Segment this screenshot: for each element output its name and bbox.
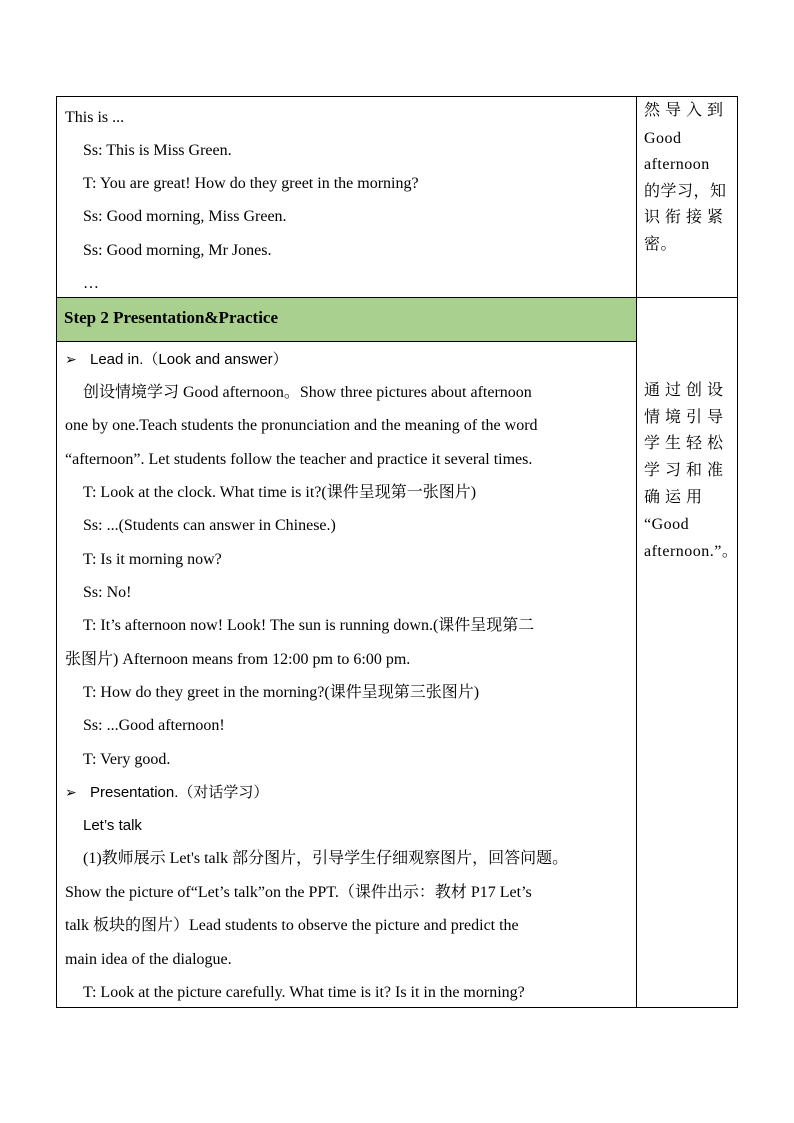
text-line: T: You are great! How do they greet in the morning?: [83, 175, 419, 192]
note-line: 密。: [644, 236, 678, 253]
text-line: …: [83, 275, 99, 292]
lets-talk-label: Let’s talk: [83, 817, 142, 834]
text-line: talk 板块的图片）Lead students to observe the picture and predict the: [65, 917, 519, 934]
text-line: Ss: This is Miss Green.: [83, 142, 232, 159]
text-line: Ss: Good morning, Miss Green.: [83, 208, 287, 225]
text-line: Ss: ...(Students can answer in Chinese.): [83, 517, 336, 534]
note-line: 然 导 入 到: [644, 102, 724, 119]
note-line: 的学习，知: [644, 183, 727, 200]
lesson-plan-table: [56, 96, 738, 1008]
text-line: T: How do they greet in the morning?(课件呈现第三张图片): [83, 684, 480, 701]
step-heading: Step 2 Presentation&Practice: [64, 308, 279, 327]
text-line: T: Is it morning now?: [83, 551, 222, 568]
note-line: 情 境 引 导: [644, 409, 724, 426]
procedure-cell: [56, 341, 637, 1008]
text-line: Ss: No!: [83, 584, 132, 601]
bullet-arrow-icon: ➢: [65, 352, 77, 368]
text-line: T: Very good.: [83, 751, 171, 768]
text-line: 创设情境学习 Good afternoon。Show three pictures about afternoon: [83, 384, 532, 401]
text-line: T: Look at the clock. What time is it?(课件呈现第一张图片): [83, 484, 477, 501]
note-line: 识 衔 接 紧: [644, 209, 724, 226]
design-note-cell: [636, 96, 738, 298]
design-note-cell: [636, 297, 738, 1008]
text-line: T: Look at the picture carefully. What time is it? Is it in the morning?: [83, 984, 525, 1001]
text-line: (1)教师展示 Let's talk 部分图片，引导学生仔细观察图片，回答问题。: [83, 850, 569, 867]
lead-in-title: Lead in.（Look and answer）: [90, 351, 288, 368]
text-line: Ss: Good morning, Mr Jones.: [83, 242, 272, 259]
text-line: T: It’s afternoon now! Look! The sun is running down.(课件呈现第二: [83, 617, 535, 634]
text-line: Ss: ...Good afternoon!: [83, 717, 225, 734]
note-line: 学 生 轻 松: [644, 435, 724, 452]
text-line: one by one.Teach students the pronunciation and the meaning of the word: [65, 417, 538, 434]
note-line: 通 过 创 设: [644, 382, 724, 399]
note-line: 确 运 用: [644, 489, 703, 506]
text-line: This is ...: [65, 109, 125, 126]
note-line: 学 习 和 准: [644, 462, 724, 479]
text-line: main idea of the dialogue.: [65, 951, 232, 968]
dialogue-cell: [56, 96, 637, 298]
text-line: 张图片) Afternoon means from 12:00 pm to 6:00 pm.: [65, 651, 411, 668]
text-line: Show the picture of“Let’s talk”on the PPT.（课件出示：教材 P17 Let’s: [65, 884, 532, 901]
note-line: afternoon: [644, 156, 710, 173]
note-line: Good: [644, 130, 682, 147]
step-heading-cell: [56, 297, 637, 342]
note-line: afternoon.”。: [644, 543, 739, 560]
text-line: “afternoon”. Let students follow the teacher and practice it several times.: [65, 451, 533, 468]
bullet-arrow-icon: ➢: [65, 785, 77, 801]
presentation-title: Presentation.（对话学习）: [90, 784, 269, 801]
note-line: “Good: [644, 516, 690, 533]
